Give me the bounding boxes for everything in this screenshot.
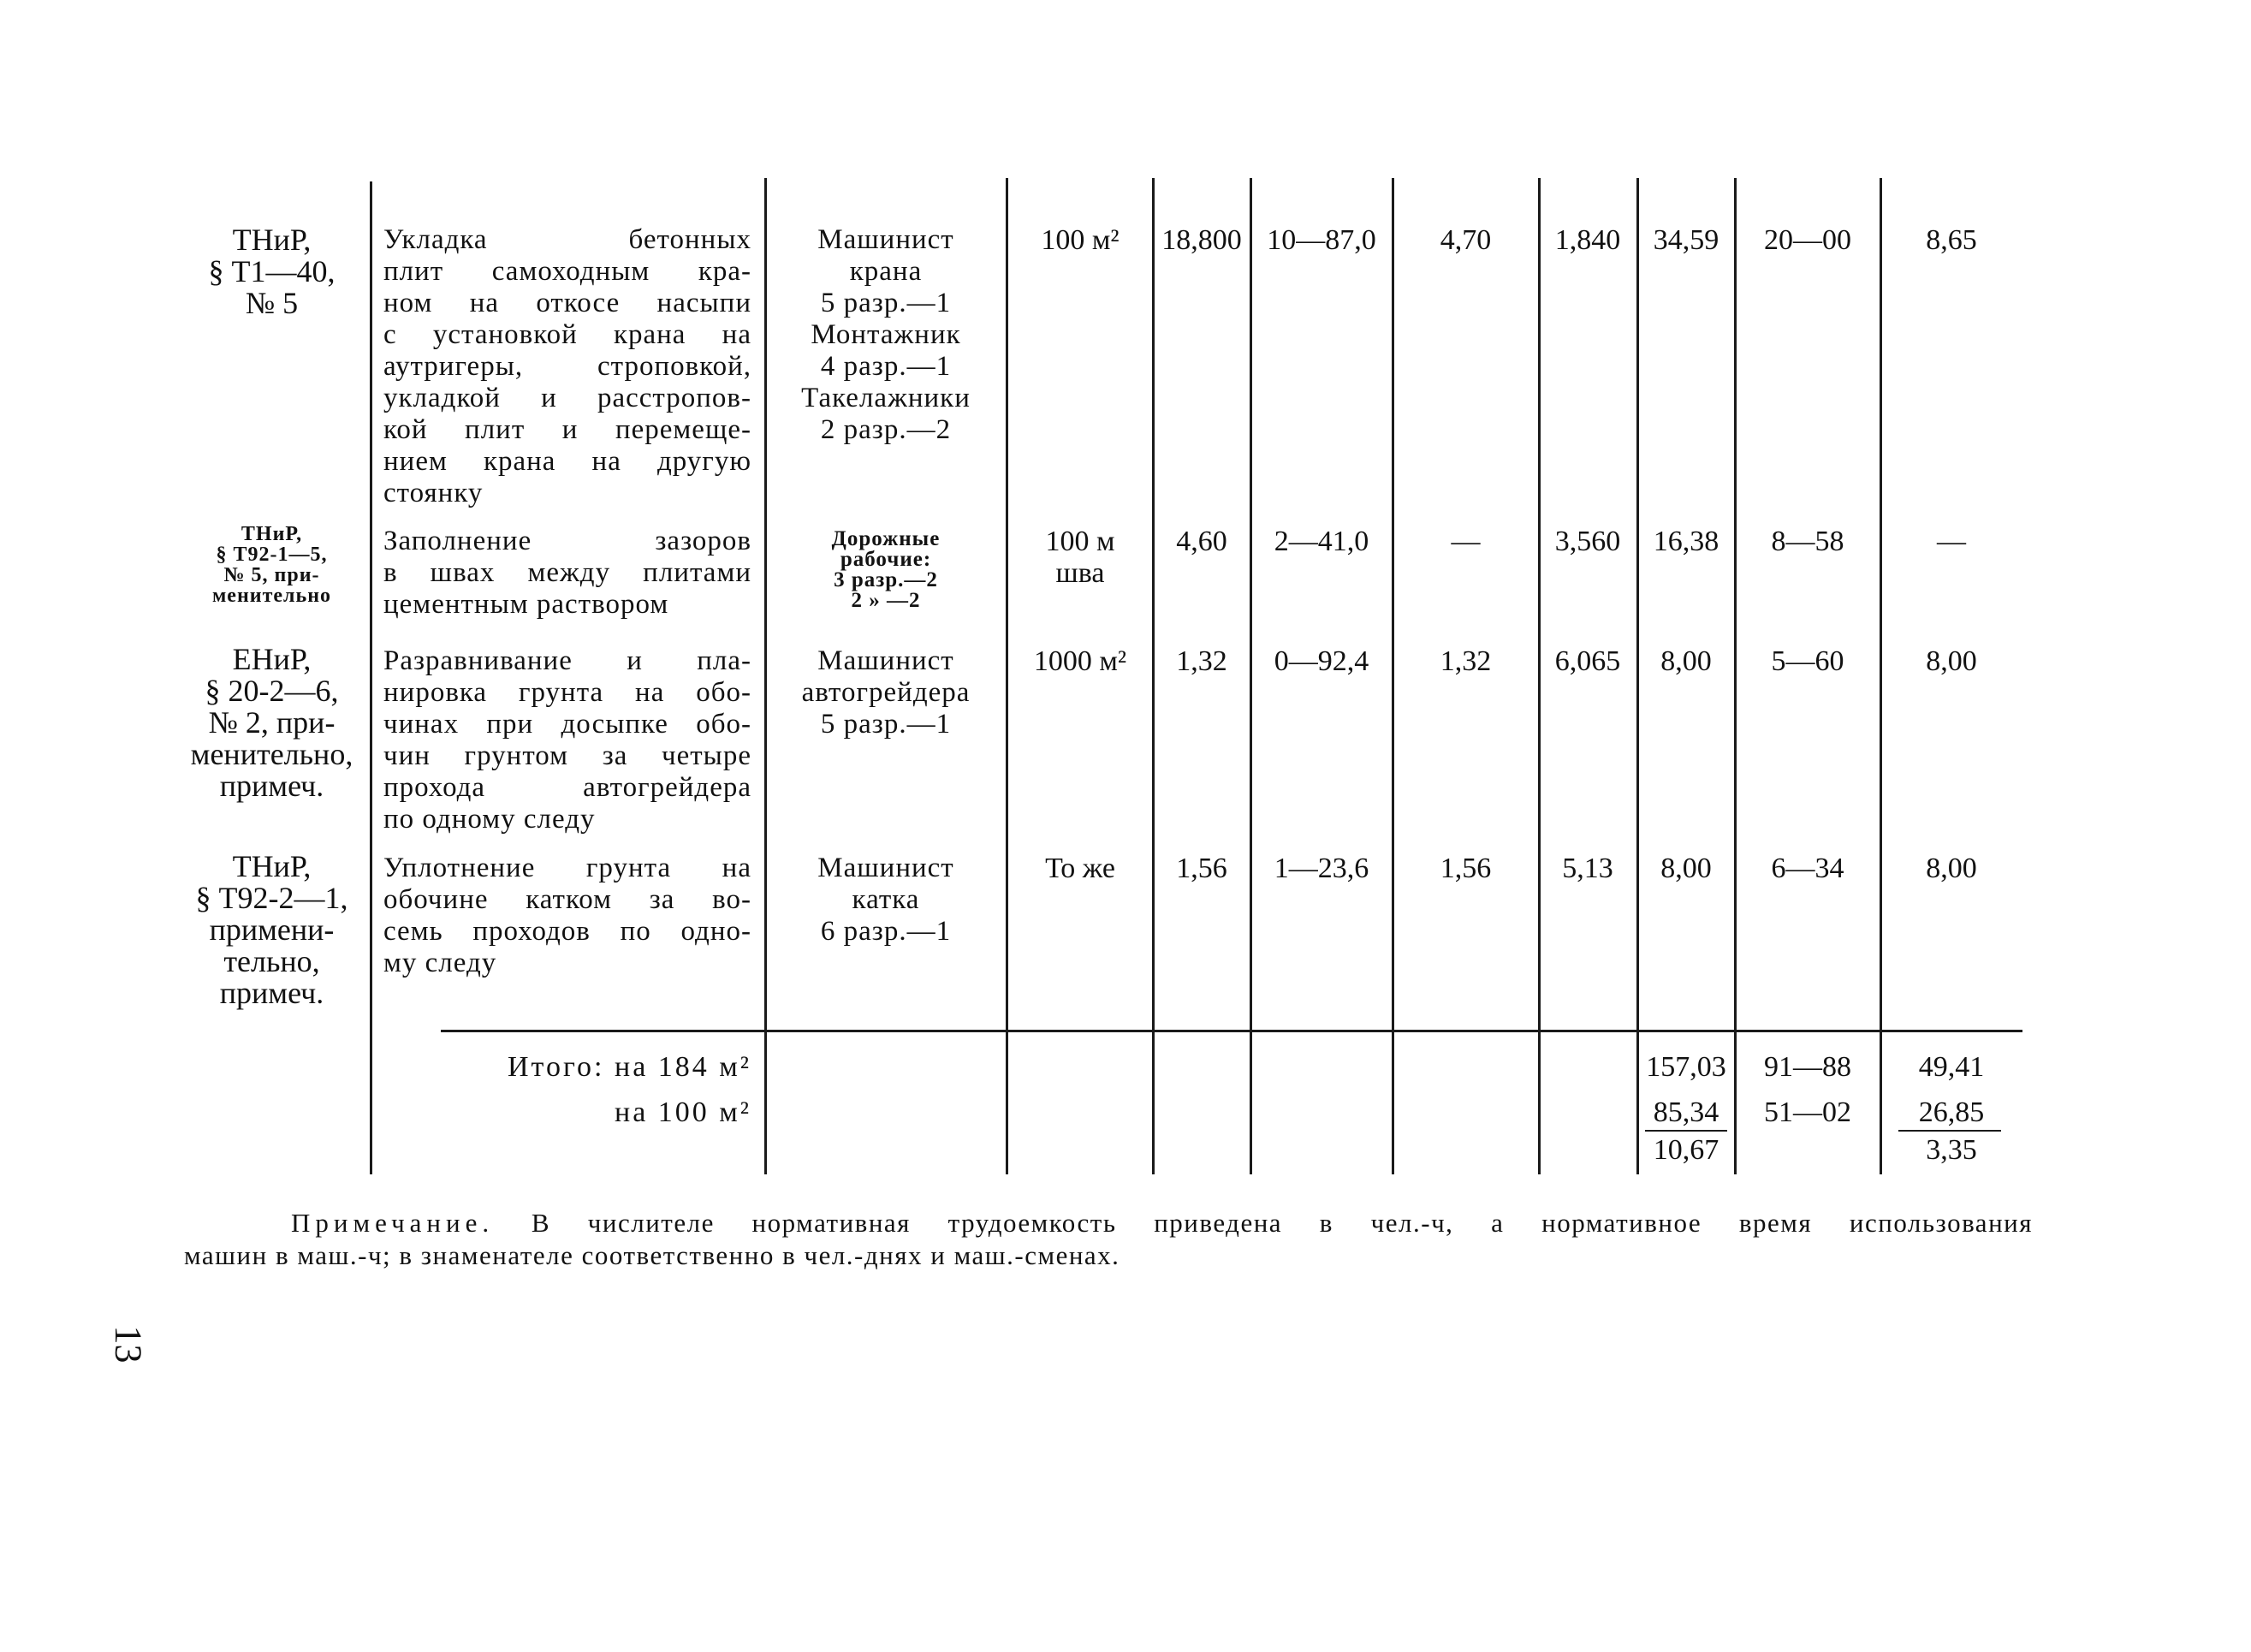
totals-labor-184: 157,03 bbox=[1646, 1051, 1726, 1083]
row4-volume: 1,56 bbox=[1176, 853, 1227, 884]
row1-labor: 34,59 bbox=[1653, 224, 1719, 256]
totals-label-100: на 100 м² bbox=[615, 1096, 751, 1128]
row3-labor: 8,00 bbox=[1660, 645, 1712, 677]
row1-description: Укладка бетонных плит самоходным кра- ном на откосе насыпи с установкой крана на аутригеры, строповкой, укладкой и расстропов- кой плит и перемеще- нием крана на другую стоянку bbox=[383, 224, 751, 508]
totals-rule bbox=[441, 1030, 2022, 1032]
row3-machine-total: 8,00 bbox=[1926, 645, 1977, 677]
row1-norm-time: 10—87,0 bbox=[1267, 224, 1376, 256]
footnote-label: Примечание. bbox=[291, 1208, 495, 1238]
row3-machine-time: 1,32 bbox=[1440, 645, 1492, 677]
totals-cost-100: 51—02 bbox=[1764, 1096, 1851, 1128]
totals-machine-100-denominator: 3,35 bbox=[1926, 1134, 1977, 1166]
column-rule bbox=[764, 178, 767, 1174]
column-rule bbox=[1734, 178, 1737, 1174]
row4-workers: Машинист катка 6 разр.—1 bbox=[817, 853, 954, 947]
row2-norm-time: 2—41,0 bbox=[1274, 526, 1369, 557]
totals-labor-100-denominator: 10,67 bbox=[1653, 1134, 1719, 1166]
row3-source: ЕНиР, § 20-2—6, № 2, при- менительно, примеч. bbox=[190, 642, 353, 803]
row2-volume: 4,60 bbox=[1176, 526, 1227, 557]
row4-rate: 5,13 bbox=[1562, 853, 1613, 884]
footnote-text-line2: машин в маш.-ч; в знаменателе соответственно в чел.-днях и маш.-сменах. bbox=[184, 1240, 1120, 1270]
row4-description: Уплотнение грунта на обочине катком за во- семь проходов по одно- му следу bbox=[383, 853, 751, 978]
column-rule bbox=[1006, 178, 1008, 1174]
totals-cost-184: 91—88 bbox=[1764, 1051, 1851, 1083]
row4-source: ТНиР, § Т92-2—1, примени- тельно, примеч. bbox=[195, 849, 348, 1010]
row3-rate: 6,065 bbox=[1554, 645, 1621, 677]
totals-label-184: Итого: на 184 м² bbox=[507, 1051, 751, 1083]
row1-cost: 20—00 bbox=[1764, 224, 1851, 256]
totals-labor-100-numerator: 85,34 bbox=[1653, 1096, 1719, 1128]
row1-volume: 18,800 bbox=[1161, 224, 1242, 256]
column-rule bbox=[1880, 178, 1882, 1174]
row2-labor: 16,38 bbox=[1653, 526, 1719, 557]
row2-machine-total: — bbox=[1937, 526, 1966, 557]
row2-source: ТНиР, § Т92-1—5, № 5, при- менительно bbox=[211, 523, 332, 607]
row2-description: Заполнение зазоров в швах между плитами цементным раствором bbox=[383, 526, 751, 620]
column-rule bbox=[1250, 178, 1252, 1174]
row2-rate: 3,560 bbox=[1554, 526, 1621, 557]
row3-volume: 1,32 bbox=[1176, 645, 1227, 677]
row2-unit: 100 м шва bbox=[1045, 526, 1115, 589]
row4-machine-total: 8,00 bbox=[1926, 853, 1977, 884]
row1-workers: Машинист крана 5 разр.—1 Монтажник 4 разр.—1 Такелажники 2 разр.—2 bbox=[801, 224, 971, 445]
row3-description: Разравнивание и пла- нировка грунта на обо- чинах при досыпке обо- чин грунтом за четыре прохода автогрейдера по одному следу bbox=[383, 645, 751, 835]
row4-norm-time: 1—23,6 bbox=[1274, 853, 1369, 884]
totals-machine-184: 49,41 bbox=[1918, 1051, 1985, 1083]
fraction-bar bbox=[1898, 1130, 2001, 1132]
row4-machine-time: 1,56 bbox=[1440, 853, 1492, 884]
row4-labor: 8,00 bbox=[1660, 853, 1712, 884]
row1-machine-total: 8,65 bbox=[1926, 224, 1977, 256]
column-rule bbox=[370, 181, 372, 1174]
row3-workers: Машинист автогрейдера 5 разр.—1 bbox=[801, 645, 971, 740]
column-rule bbox=[1392, 178, 1394, 1174]
page-number: 13 bbox=[107, 1325, 150, 1364]
footnote-text-line1: В числителе нормативная трудоемкость приведена в чел.-ч, а нормативное время использования bbox=[531, 1208, 2034, 1238]
row3-cost: 5—60 bbox=[1771, 645, 1844, 677]
row3-norm-time: 0—92,4 bbox=[1274, 645, 1369, 677]
row1-source: ТНиР, § Т1—40, № 5 bbox=[208, 223, 336, 320]
row2-cost: 8—58 bbox=[1771, 526, 1844, 557]
fraction-bar bbox=[1645, 1130, 1727, 1132]
footnote bbox=[184, 1207, 2033, 1272]
row4-unit: То же bbox=[1045, 853, 1115, 884]
row4-cost: 6—34 bbox=[1771, 853, 1844, 884]
totals-machine-100-numerator: 26,85 bbox=[1918, 1096, 1985, 1128]
column-rule bbox=[1152, 178, 1155, 1174]
row1-unit: 100 м² bbox=[1041, 224, 1120, 256]
row1-machine-time: 4,70 bbox=[1440, 224, 1492, 256]
row3-unit: 1000 м² bbox=[1033, 645, 1127, 677]
row2-machine-time: — bbox=[1451, 526, 1481, 557]
row2-workers: Дорожные рабочие: 3 разр.—2 2 » —2 bbox=[831, 527, 941, 612]
row1-rate: 1,840 bbox=[1554, 224, 1621, 256]
